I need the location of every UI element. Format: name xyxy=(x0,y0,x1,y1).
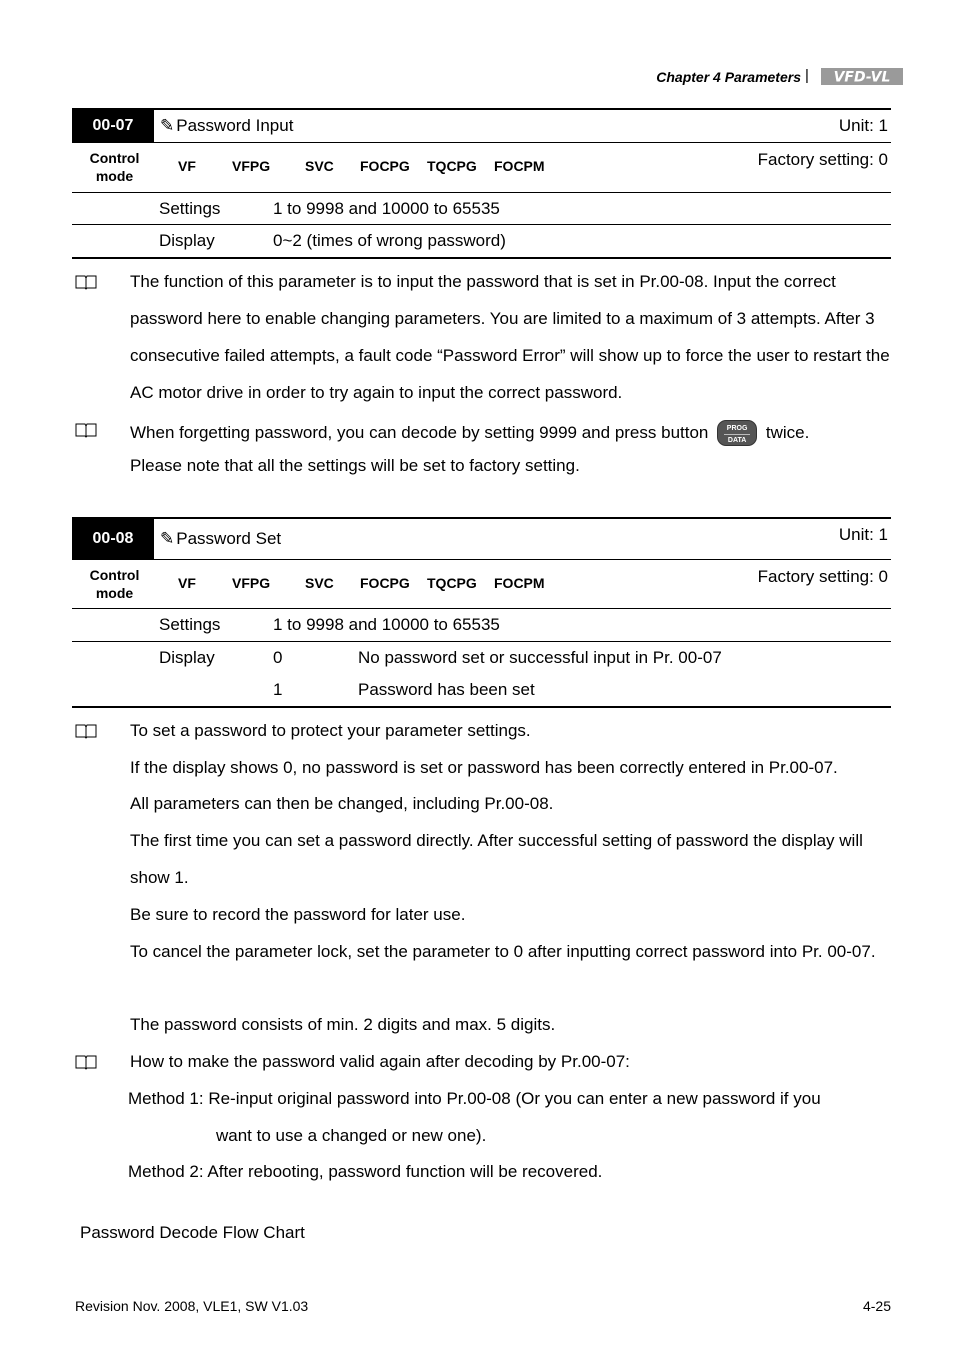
table-rule xyxy=(72,257,891,259)
table-rule xyxy=(72,108,891,110)
method-line: Method 1: Re-input original password into Pr.00-08 (Or you can enter a new password if you xyxy=(128,1089,821,1108)
note-line: Please note that all the settings will be set to factory setting. xyxy=(130,456,580,475)
mode-vf: VF xyxy=(178,575,196,591)
param-title xyxy=(160,116,293,136)
book-icon xyxy=(75,723,97,739)
note-text: When forgetting password, you can decode by setting 9999 and press button xyxy=(130,423,709,442)
settings-value: 1 to 9998 and 10000 to 65535 xyxy=(273,199,500,218)
note-paragraph: To cancel the parameter lock, set the parameter to 0 after inputting correct password into Pr. 00-07. xyxy=(130,942,876,961)
table-rule xyxy=(72,641,891,642)
note-line: How to make the password valid again after decoding by Pr.00-07: xyxy=(130,1052,630,1071)
note-line xyxy=(130,420,809,446)
table-rule xyxy=(72,608,891,609)
note-paragraph: The first time you can set a password directly. After successful setting of password the display will show 1. xyxy=(130,831,863,887)
note-line: To set a password to protect your parameter settings. xyxy=(130,721,531,740)
method-line: want to use a changed or new one). xyxy=(216,1126,487,1145)
display-option-value: 1 xyxy=(273,680,283,699)
mode-tqcpg: TQCPG xyxy=(427,158,477,174)
table-rule xyxy=(72,142,891,143)
table-rule xyxy=(72,517,891,519)
display-option-value: 0 xyxy=(273,648,283,667)
pen-icon: ✎ xyxy=(160,116,175,135)
page-number: 4-25 xyxy=(862,1298,891,1314)
settings-label: Settings xyxy=(159,615,221,634)
book-icon xyxy=(75,422,97,438)
chapter-title: Chapter 4 Parameters xyxy=(656,69,801,85)
param-code: 00-08 xyxy=(72,518,154,559)
mode-vfpg: VFPG xyxy=(232,158,271,174)
logo-text: VFD-VL xyxy=(833,69,891,85)
param-title-text: Password Set xyxy=(176,529,282,548)
table-rule xyxy=(72,706,891,708)
button-bottom-label: DATA xyxy=(724,434,750,445)
pen-icon: ✎ xyxy=(160,529,175,548)
param-title xyxy=(160,529,281,549)
display-label: Display xyxy=(159,231,215,250)
header-separator: | xyxy=(805,67,809,84)
table-rule xyxy=(72,224,891,225)
note-line: All parameters can then be changed, including Pr.00-08. xyxy=(130,794,554,813)
mode-vf: VF xyxy=(178,158,196,174)
factory-setting: Factory setting: 0 xyxy=(757,567,888,586)
prog-data-button-icon xyxy=(717,420,757,446)
mode-tqcpg: TQCPG xyxy=(427,575,477,591)
param-code: 00-07 xyxy=(72,109,154,142)
book-icon xyxy=(75,274,97,290)
display-label: Display xyxy=(159,648,215,667)
vfd-vl-logo xyxy=(821,68,903,85)
control-mode-label: Control mode xyxy=(89,150,140,184)
book-icon xyxy=(75,1054,97,1070)
display-option-desc: Password has been set xyxy=(358,680,535,699)
factory-setting: Factory setting: 0 xyxy=(757,150,888,169)
mode-focpg: FOCPG xyxy=(360,575,410,591)
settings-value: 1 to 9998 and 10000 to 65535 xyxy=(273,615,500,634)
button-top-label: PROG xyxy=(726,425,748,432)
control-mode-label: Control mode xyxy=(89,567,140,601)
note-line: Be sure to record the password for later use. xyxy=(130,905,466,924)
display-option-desc: No password set or successful input in Pr. 00-07 xyxy=(358,648,722,667)
param-unit: Unit: 1 xyxy=(838,116,888,135)
note-line: The password consists of min. 2 digits and max. 5 digits. xyxy=(130,1015,556,1034)
param-title-text: Password Input xyxy=(176,116,294,135)
flowchart-title: Password Decode Flow Chart xyxy=(80,1223,305,1242)
mode-svc: SVC xyxy=(305,158,334,174)
table-rule xyxy=(72,559,891,560)
mode-focpm: FOCPM xyxy=(494,158,545,174)
table-rule xyxy=(72,192,891,193)
mode-vfpg: VFPG xyxy=(232,575,271,591)
param-unit: Unit: 1 xyxy=(838,525,888,544)
display-value: 0~2 (times of wrong password) xyxy=(273,231,506,250)
method-line: Method 2: After rebooting, password function will be recovered. xyxy=(128,1162,603,1181)
mode-focpm: FOCPM xyxy=(494,575,545,591)
mode-svc: SVC xyxy=(305,575,334,591)
note-text: twice. xyxy=(765,423,810,442)
mode-focpg: FOCPG xyxy=(360,158,410,174)
note-paragraph: The function of this parameter is to input the password that is set in Pr.00-08. Input the correct password here to enable changing parameters. You are limited to a maximum of 3 attempts. After 3 consecutive failed attempts, a fault code “Password Error” will show up to force the user to restart the AC motor drive in order to try again to input the correct password. xyxy=(130,272,890,402)
note-line: If the display shows 0, no password is set or password has been correctly entered in Pr.00-07. xyxy=(130,758,838,777)
footer-revision: Revision Nov. 2008, VLE1, SW V1.03 xyxy=(75,1298,309,1314)
settings-label: Settings xyxy=(159,199,221,218)
